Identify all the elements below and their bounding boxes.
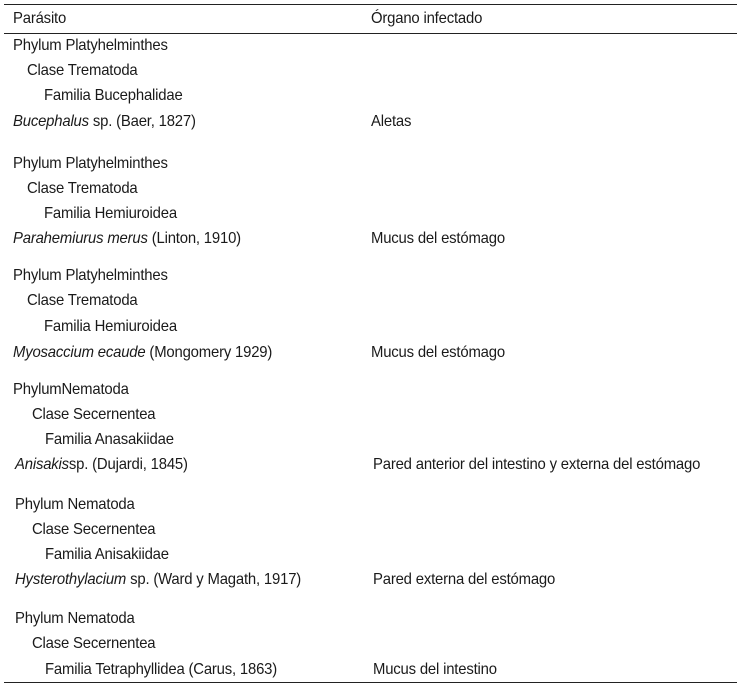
species-label <box>13 229 241 249</box>
class-label: Clase Trematoda <box>27 292 138 309</box>
phylum-label: Phylum Platyhelminthes <box>13 155 168 172</box>
organ-label: Pared externa del estómago <box>373 571 556 588</box>
species-label <box>15 455 188 475</box>
species-label <box>13 112 196 132</box>
table-bottom-rule <box>4 682 737 683</box>
phylum-label: PhylumNematoda <box>13 381 129 398</box>
family-label: Familia Hemiuroidea <box>44 205 177 222</box>
family-label: Familia Anisakiidae <box>45 546 169 563</box>
organ-label: Mucus del estómago <box>371 230 505 247</box>
organ-label: Mucus del estómago <box>371 344 505 361</box>
class-label: Clase Secernentea <box>32 406 156 423</box>
table-header-rule <box>4 33 737 34</box>
family-label: Familia Bucephalidae <box>44 87 183 104</box>
species-label <box>13 343 272 363</box>
organ-label: Mucus del intestino <box>373 661 497 678</box>
species-name: Anisakis <box>15 456 69 473</box>
family-label: Familia Hemiuroidea <box>44 318 177 335</box>
phylum-label: Phylum Nematoda <box>15 610 135 627</box>
organ-label: Aletas <box>371 113 412 130</box>
species-label <box>15 570 301 590</box>
header-parasite: Parásito <box>13 10 67 27</box>
phylum-label: Phylum Platyhelminthes <box>13 267 168 284</box>
class-label: Clase Secernentea <box>32 521 156 538</box>
species-authority: (Mongomery 1929) <box>145 344 273 361</box>
family-label: Familia Tetraphyllidea (Carus, 1863) <box>45 661 278 678</box>
phylum-label: Phylum Platyhelminthes <box>13 37 168 54</box>
class-label: Clase Trematoda <box>27 62 138 79</box>
species-name: Bucephalus <box>13 113 89 130</box>
species-name: Myosaccium ecaude <box>13 344 146 361</box>
header-organ: Órgano infectado <box>371 10 483 27</box>
table-top-rule <box>4 4 737 5</box>
class-label: Clase Secernentea <box>32 635 156 652</box>
species-authority: sp. (Dujardi, 1845) <box>68 456 188 473</box>
species-authority: (Linton, 1910) <box>147 230 241 247</box>
family-label: Familia Anasakiidae <box>45 431 174 448</box>
organ-label: Pared anterior del intestino y externa del estómago <box>373 456 701 473</box>
species-authority: sp. (Baer, 1827) <box>88 113 196 130</box>
species-authority: sp. (Ward y Magath, 1917) <box>126 571 302 588</box>
class-label: Clase Trematoda <box>27 180 138 197</box>
species-name: Hysterothylacium <box>15 571 127 588</box>
phylum-label: Phylum Nematoda <box>15 496 135 513</box>
species-name: Parahemiurus merus <box>13 230 148 247</box>
